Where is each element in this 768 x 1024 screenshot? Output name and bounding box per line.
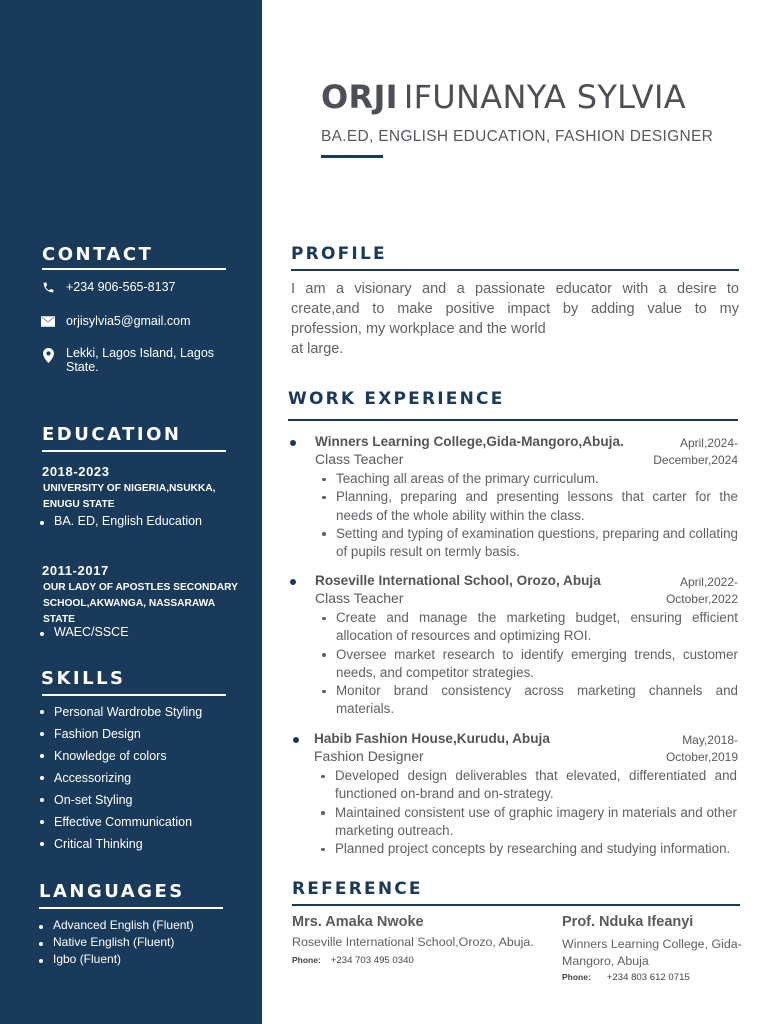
edu-1-degree-list xyxy=(40,514,202,528)
edu-2-years: 2011-2017 xyxy=(42,563,109,578)
reference-phone[interactable]: +234 803 612 0715 xyxy=(606,972,690,983)
reference-phone-label: Phone: xyxy=(562,972,591,982)
job-bullet-dot xyxy=(293,737,299,743)
language-item: Igbo (Fluent) xyxy=(39,952,194,969)
job-entry xyxy=(288,434,740,564)
job-duty: Setting and typing of examination questions, preparing and collating of pupils result on termly basis. xyxy=(316,525,738,562)
job-duty: Maintained consistent use of graphic imagery in materials and other marketing outreach. xyxy=(315,804,737,841)
job-date-start: April,2022- xyxy=(679,575,738,589)
job-duty: Create and manage the marketing budget, ensuring efficient allocation of resources and optimizing ROI. xyxy=(316,609,738,646)
job-duty: Planning, preparing and presenting lessons that carter for the needs of the whole ability within the class. xyxy=(316,488,738,525)
job-duty: Planned project concepts by researching and studying information. xyxy=(315,840,737,858)
edu-2-degree: WAEC/SSCE xyxy=(40,625,129,639)
edu-2-degree-list xyxy=(40,625,129,639)
reference-card xyxy=(292,914,552,966)
envelope-icon xyxy=(40,314,56,328)
reference-phone-row xyxy=(292,955,552,966)
work-heading: WORK EXPERIENCE xyxy=(288,389,505,409)
edu-2-school xyxy=(43,580,243,628)
job-company: Roseville International School, Orozo, Abuja xyxy=(315,573,601,588)
contact-divider xyxy=(42,268,226,270)
edu-1-school xyxy=(43,481,243,513)
rest-of-name: IFUNANYA SYLVIA xyxy=(403,78,686,116)
profile-text xyxy=(291,279,739,359)
job-date-start: May,2018- xyxy=(682,733,738,747)
job-date-end: December,2024 xyxy=(653,453,738,467)
full-name xyxy=(321,78,686,116)
profile-line-1: I am a visionary and a passionate educator with a desire to xyxy=(291,281,739,297)
job-company: Habib Fashion House,Kurudu, Abuja xyxy=(314,731,550,746)
edu-2-school-line-2: SCHOOL,AKWANGA, NASSARAWA xyxy=(43,598,216,609)
skill-item: Personal Wardrobe Styling xyxy=(40,703,202,725)
job-duty: Teaching all areas of the primary curriculum. xyxy=(316,470,738,488)
edu-2-school-line-3: STATE xyxy=(43,614,75,625)
contact-address-row xyxy=(40,346,214,374)
skills-list xyxy=(40,703,202,857)
languages-divider xyxy=(39,907,223,909)
reference-name: Mrs. Amaka Nwoke xyxy=(292,914,424,930)
sidebar xyxy=(0,0,262,1024)
job-role: Fashion Designer xyxy=(314,748,424,764)
job-entry xyxy=(288,573,740,723)
skill-item: Accessorizing xyxy=(40,769,202,791)
reference-organization xyxy=(562,936,748,970)
profile-heading: PROFILE xyxy=(291,244,387,264)
job-entry xyxy=(288,731,740,881)
contact-phone[interactable]: +234 906-565-8137 xyxy=(66,280,176,294)
job-bullet-dot xyxy=(290,440,296,446)
education-heading: EDUCATION xyxy=(42,424,182,445)
reference-organization xyxy=(292,934,552,951)
contact-email[interactable]: orjisylvia5@gmail.com xyxy=(66,314,191,328)
language-item: Advanced English (Fluent) xyxy=(39,918,194,935)
job-role: Class Teacher xyxy=(315,590,404,606)
skills-heading: SKILLS xyxy=(41,668,126,689)
language-item: Native English (Fluent) xyxy=(39,935,194,952)
skill-item: On-set Styling xyxy=(40,791,202,813)
reference-org-line-1: Winners Learning College, Gida- xyxy=(562,937,742,951)
skills-divider xyxy=(42,694,226,696)
location-pin-icon xyxy=(40,346,56,364)
skill-item: Effective Communication xyxy=(40,813,202,835)
reference-org-line-1: Roseville International School,Orozo, Abuja. xyxy=(292,935,534,949)
edu-1-school-line-2: ENUGU STATE xyxy=(43,499,115,510)
job-duties xyxy=(316,470,738,561)
contact-phone-row xyxy=(40,280,175,294)
job-duties xyxy=(316,609,738,719)
reference-heading: REFERENCE xyxy=(292,879,423,899)
edu-2-school-line-1: OUR LADY OF APOSTLES SECONDARY xyxy=(43,582,238,593)
education-divider xyxy=(42,450,226,452)
profile-line-4: at large. xyxy=(291,341,344,357)
profile-divider xyxy=(291,269,739,271)
edu-1-degree: BA. ED, English Education xyxy=(40,514,202,528)
first-name: ORJI xyxy=(321,78,398,116)
contact-heading: CONTACT xyxy=(42,244,154,265)
phone-icon xyxy=(40,280,56,294)
job-duty: Oversee market research to identify emerging trends, customer needs, and competitor strategies. xyxy=(316,646,738,683)
languages-heading: LANGUAGES xyxy=(39,881,185,902)
job-role: Class Teacher xyxy=(315,451,404,467)
reference-card xyxy=(562,914,748,983)
profile-line-2: create,and to make positive impact by adding value to my xyxy=(291,301,739,317)
reference-phone-label: Phone: xyxy=(292,955,321,965)
reference-divider xyxy=(292,904,740,906)
job-company: Winners Learning College,Gida-Mangoro,Abuja. xyxy=(315,434,624,449)
job-bullet-dot xyxy=(290,579,296,585)
reference-name: Prof. Nduka Ifeanyi xyxy=(562,914,694,930)
job-date-start: April,2024- xyxy=(679,436,738,450)
address-line-2: State. xyxy=(66,360,99,374)
contact-email-row xyxy=(40,314,191,328)
job-date-end: October,2019 xyxy=(665,750,738,764)
languages-list xyxy=(39,918,194,969)
job-duties xyxy=(315,767,737,858)
skill-item: Knowledge of colors xyxy=(40,747,202,769)
skill-item: Fashion Design xyxy=(40,725,202,747)
work-divider xyxy=(288,419,738,421)
contact-address xyxy=(66,346,214,374)
reference-org-line-2: Mangoro, Abuja xyxy=(562,954,649,968)
job-duty: Developed design deliverables that elevated, differentiated and functioned on-brand and on-strategy. xyxy=(315,767,737,804)
job-date-end: October,2022 xyxy=(665,592,738,606)
job-duty: Monitor brand consistency across marketing channels and materials. xyxy=(316,682,738,719)
profile-line-3: profession, my workplace and the world xyxy=(291,321,546,337)
title-accent-bar xyxy=(321,155,383,158)
edu-1-school-line-1: UNIVERSITY OF NIGERIA,NSUKKA, xyxy=(43,483,216,494)
skill-item: Critical Thinking xyxy=(40,835,202,857)
job-title: BA.ED, ENGLISH EDUCATION, FASHION DESIGNER xyxy=(321,128,714,145)
reference-phone-row xyxy=(562,972,748,983)
reference-phone[interactable]: +234 703 495 0340 xyxy=(330,955,414,966)
address-line-1: Lekki, Lagos Island, Lagos xyxy=(66,346,215,360)
edu-1-years: 2018-2023 xyxy=(42,464,110,479)
